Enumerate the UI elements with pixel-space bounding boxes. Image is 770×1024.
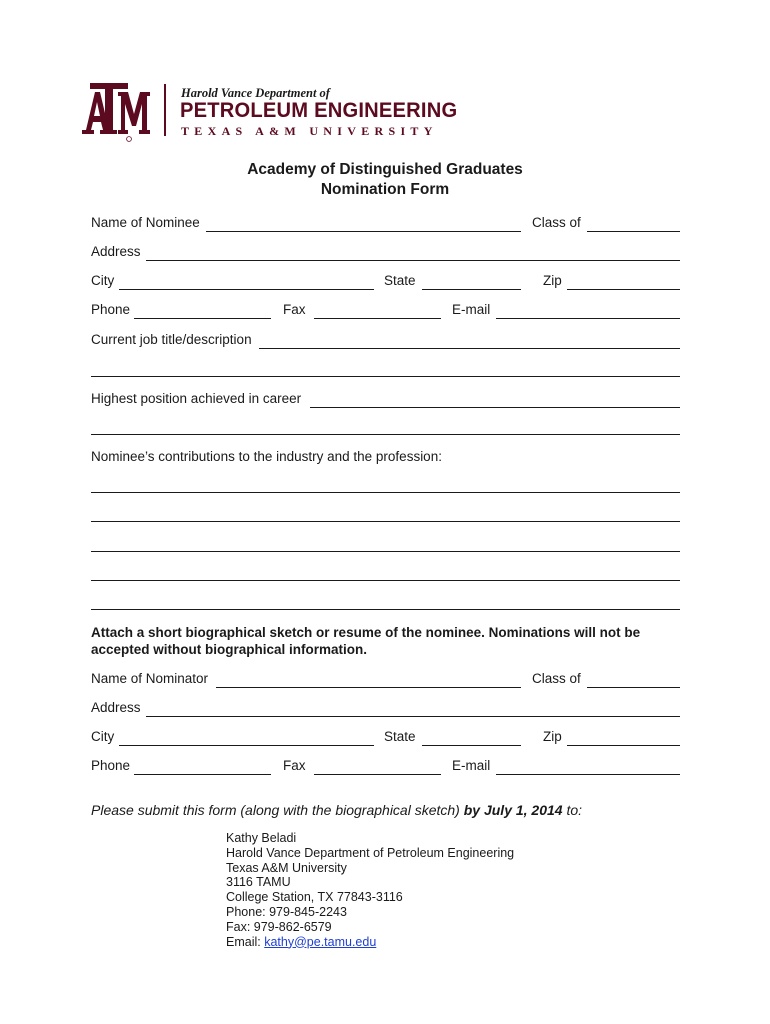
nominator-zip-field[interactable] — [567, 745, 680, 746]
nominee-position-field-line-2[interactable] — [91, 434, 680, 435]
form-title: Academy of Distinguished Graduates — [247, 161, 523, 178]
logo-divider — [164, 84, 166, 136]
nominator-fax-label: Fax — [283, 758, 306, 773]
nominee-position-row — [91, 391, 680, 411]
nominee-class-field[interactable] — [587, 231, 680, 232]
nominator-city-label: City — [91, 729, 115, 744]
nominee-fax-field[interactable] — [314, 318, 441, 319]
nominee-position-label: Highest position achieved in career — [91, 391, 302, 406]
submit-deadline: by July 1, 2014 — [463, 802, 563, 818]
nominator-fax-field[interactable] — [314, 774, 441, 775]
nominee-job-field-line-2[interactable] — [91, 376, 680, 377]
contact-email-row — [226, 935, 514, 950]
contact-city: College Station, TX 77843-3116 — [226, 890, 403, 905]
department-line: Harold Vance Department of — [181, 86, 330, 100]
nominator-zip-label: Zip — [543, 729, 562, 744]
nominee-zip-field[interactable] — [567, 289, 680, 290]
nominator-address-row — [91, 700, 680, 720]
nominee-job-row — [91, 332, 680, 352]
nominator-class-field[interactable] — [587, 687, 680, 688]
nominator-phone-label: Phone — [91, 758, 131, 773]
nominee-email-label: E-mail — [452, 302, 491, 317]
nominee-city-label: City — [91, 273, 115, 288]
contact-address-block — [226, 831, 514, 949]
nominee-position-field[interactable] — [310, 407, 680, 408]
nominator-address-label: Address — [91, 700, 141, 715]
contributions-field-line-2[interactable] — [91, 521, 680, 522]
nominator-email-label: E-mail — [452, 758, 491, 773]
nominator-state-label: State — [384, 729, 416, 744]
contributions-field-line-1[interactable] — [91, 492, 680, 493]
nominator-phone-field[interactable] — [134, 774, 271, 775]
nominee-class-label: Class of — [532, 215, 581, 230]
nominee-address-label: Address — [91, 244, 141, 259]
contact-mailstop: 3116 TAMU — [226, 875, 291, 890]
nominator-class-label: Class of — [532, 671, 581, 686]
nominee-city-row — [91, 273, 680, 293]
university-name: TEXAS A&M UNIVERSITY — [181, 124, 438, 138]
contact-name: Kathy Beladi — [226, 831, 297, 845]
contact-fax: Fax: 979-862-6579 — [226, 919, 332, 934]
nominator-name-label: Name of Nominator — [91, 671, 209, 686]
nominee-state-field[interactable] — [422, 289, 521, 290]
nominee-name-label: Name of Nominee — [91, 215, 200, 230]
contributions-field-line-4[interactable] — [91, 580, 680, 581]
nominee-name-row — [91, 215, 680, 235]
form-subtitle: Nomination Form — [320, 181, 450, 198]
nominee-name-field[interactable] — [206, 231, 521, 232]
nominator-name-field[interactable] — [216, 687, 521, 688]
nominee-contributions-label: Nominee’s contributions to the industry and the profession: — [91, 449, 442, 464]
nominee-fax-label: Fax — [283, 302, 306, 317]
nominee-job-label: Current job title/description — [91, 332, 252, 347]
nominee-state-label: State — [384, 273, 416, 288]
contributions-field-line-5[interactable] — [91, 609, 680, 610]
nominee-contributions-row — [91, 449, 680, 469]
nominee-phone-row — [91, 302, 680, 322]
nominator-state-field[interactable] — [422, 745, 521, 746]
nominator-name-row — [91, 671, 680, 691]
nominator-city-field[interactable] — [119, 745, 374, 746]
nominee-address-row — [91, 244, 680, 264]
nominee-city-field[interactable] — [119, 289, 374, 290]
nominee-address-field[interactable] — [146, 260, 680, 261]
nominator-city-row — [91, 729, 680, 749]
nominator-email-field[interactable] — [496, 774, 680, 775]
atm-logo-icon — [82, 78, 152, 142]
biographical-note: Attach a short biographical sketch or resume of the nominee. Nominations will not be accepted without biographical information. — [91, 625, 641, 657]
nominee-phone-label: Phone — [91, 302, 131, 317]
submit-instructions — [91, 802, 582, 818]
contact-department: Harold Vance Department of Petroleum Engineering — [226, 845, 515, 860]
nominee-zip-label: Zip — [543, 273, 562, 288]
nominee-email-field[interactable] — [496, 318, 680, 319]
department-name: PETROLEUM ENGINEERING — [180, 99, 458, 122]
contact-email-link[interactable]: kathy@pe.tamu.edu — [264, 934, 377, 949]
contact-university: Texas A&M University — [226, 860, 347, 875]
contributions-field-line-3[interactable] — [91, 551, 680, 552]
contact-phone: Phone: 979-845-2243 — [226, 904, 347, 919]
nominator-phone-row — [91, 758, 680, 778]
submit-prefix: Please submit this form (along with the biographical sketch) — [91, 802, 460, 818]
atm-logo — [82, 78, 152, 142]
submit-suffix: to: — [566, 802, 583, 818]
nominator-address-field[interactable] — [146, 716, 680, 717]
nominee-job-field[interactable] — [259, 348, 680, 349]
nominee-phone-field[interactable] — [134, 318, 271, 319]
contact-email-label: Email: — [226, 934, 261, 949]
